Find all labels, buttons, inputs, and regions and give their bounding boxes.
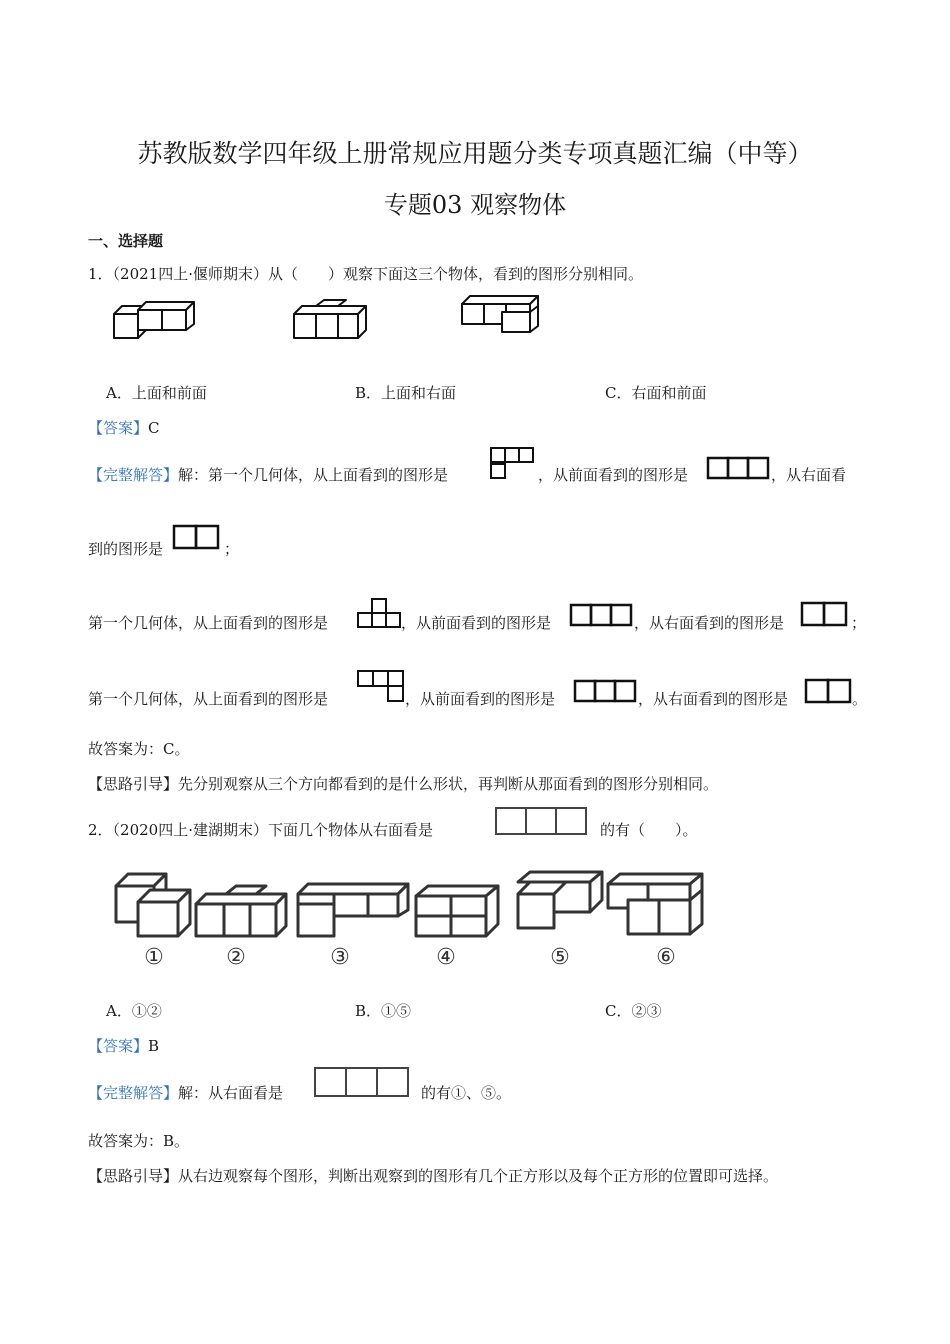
- q2-figure-1: [116, 874, 190, 936]
- q1-option-b: B．上面和右面: [355, 384, 457, 402]
- q1-analysis-line3-text-d: ；: [851, 614, 867, 632]
- q2-option-c: C．②③: [605, 1002, 662, 1020]
- q2-label-2: ②: [226, 945, 246, 970]
- q2-label-6: ⑥: [656, 945, 676, 970]
- q1-analysis-line4-text-c: ，从右面看到的图形是: [638, 690, 789, 708]
- q1-figure-2: [290, 296, 372, 342]
- q2-stem-b: 的有（ ）。: [600, 821, 698, 839]
- q2-answer: [88, 1035, 159, 1056]
- analysis-tag: 【完整解答】: [88, 1084, 179, 1102]
- q2-figures: [108, 864, 708, 972]
- q1-shape-top-view-1: [488, 446, 536, 482]
- q1-figure-3: [458, 292, 544, 338]
- q2-label-5: ⑤: [550, 945, 570, 970]
- q2-label-1: ①: [144, 945, 164, 970]
- hint-tag: 【思路引导】: [88, 1167, 179, 1185]
- q2-figure-4: [416, 886, 498, 936]
- q1-analysis-line4-text-d: 。: [852, 690, 868, 708]
- hint-text: 从右边观察每个图形，判断出观察到的图形有几个正方形以及每个正方形的位置即可选择。: [178, 1167, 779, 1185]
- q1-shape-front-view-3: [573, 679, 637, 705]
- q1-shape-right-view-2: [800, 600, 850, 630]
- q1-figure-1: [110, 296, 202, 342]
- hint-text: 先分别观察从三个方向都看到的是什么形状，再判断从那面看到的图形分别相同。: [178, 775, 719, 793]
- q1-shape-top-view-3: [355, 669, 407, 705]
- analysis-text: 解：从右面看是: [178, 1084, 284, 1102]
- q1-analysis-line3-text-a: 第一个几何体，从上面看到的图形是: [88, 614, 329, 632]
- q2-shape-target-view: [494, 806, 590, 836]
- q1-shape-right-view-3: [804, 677, 854, 707]
- q2-figure-5: [518, 872, 602, 928]
- hint-tag: 【思路引导】: [88, 775, 179, 793]
- q1-stem: 1．（2021四上·偃师期末）从（ ）观察下面这三个物体，看到的图形分别相同。: [88, 265, 643, 283]
- analysis-text: 解：第一个几何体，从上面看到的图形是: [178, 466, 449, 484]
- analysis-tag: 【完整解答】: [88, 466, 179, 484]
- q2-hint: [88, 1165, 778, 1186]
- q2-analysis-text-a: [88, 1082, 283, 1103]
- q1-option-c: C．右面和前面: [605, 384, 707, 402]
- q2-label-3: ③: [330, 945, 350, 970]
- q2-label-4: ④: [436, 945, 456, 970]
- q2-figure-6: [608, 874, 702, 934]
- q1-option-a: A．上面和前面: [106, 384, 207, 402]
- q1-analysis-line4-text-b: ，从前面看到的图形是: [405, 690, 556, 708]
- answer-tag: 【答案】: [88, 419, 149, 437]
- q2-stem-a: 2．（2020四上·建湖期末）下面几个物体从右面看是: [88, 821, 433, 839]
- document-subtitle: 专题03 观察物体: [383, 191, 567, 219]
- q1-shape-right-view-1: [172, 523, 222, 553]
- q1-analysis-line1-text-b: ，从前面看到的图形是: [538, 466, 689, 484]
- q2-analysis-text-b: 的有①、⑤。: [421, 1084, 512, 1102]
- answer-tag: 【答案】: [88, 1037, 149, 1055]
- q1-analysis-line3-text-b: ，从前面看到的图形是: [401, 614, 552, 632]
- q1-hint: [88, 773, 718, 794]
- q1-conclusion: 故答案为：C。: [88, 740, 190, 758]
- answer-value: C: [148, 419, 160, 437]
- section-heading: 一、选择题: [88, 232, 164, 250]
- q1-analysis-line1-text-c: ，从右面看: [771, 466, 847, 484]
- q2-figure-3: [298, 884, 408, 936]
- q2-option-b: B．①⑤: [355, 1002, 412, 1020]
- q2-figure-2: [196, 886, 286, 936]
- q2-conclusion: 故答案为：B。: [88, 1132, 190, 1150]
- document-title: 苏教版数学四年级上册常规应用题分类专项真题汇编（中等）: [137, 139, 813, 168]
- q1-analysis-line2-text-b: ；: [224, 540, 240, 558]
- q1-shape-front-view-2: [569, 603, 633, 629]
- q1-analysis-line4-text-a: 第一个几何体，从上面看到的图形是: [88, 690, 329, 708]
- q1-shape-front-view-1: [706, 456, 770, 482]
- q1-analysis-line2-text-a: 到的图形是: [88, 540, 164, 558]
- q2-shape-answer-view: [313, 1066, 411, 1098]
- answer-value: B: [148, 1037, 160, 1055]
- q2-option-a: A．①②: [106, 1002, 162, 1020]
- q1-answer: [88, 417, 160, 438]
- q1-shape-top-view-2: [355, 597, 403, 631]
- q1-analysis-line1-text-a: [88, 464, 448, 485]
- q1-analysis-line3-text-c: ，从右面看到的图形是: [634, 614, 785, 632]
